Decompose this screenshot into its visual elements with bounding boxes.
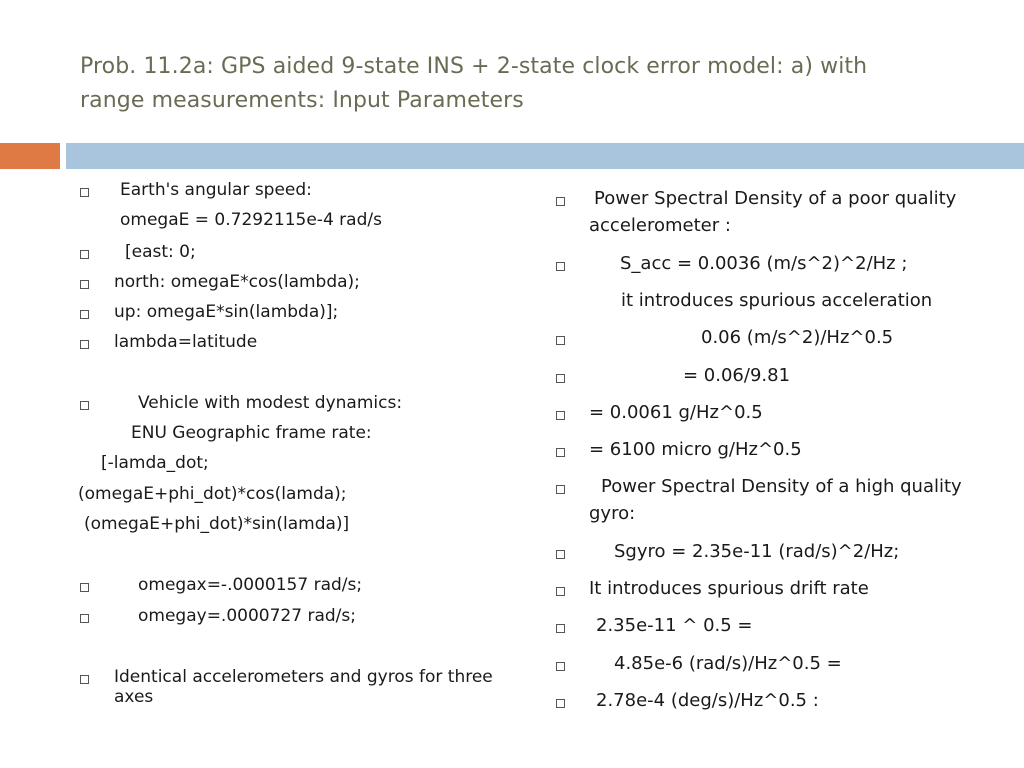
right-text-line: It introduces spurious drift rate [589, 578, 869, 599]
right-text-line: = 0.0061 g/Hz^0.5 [589, 402, 763, 423]
left-text-line: omegax=-.0000157 rad/s; [138, 575, 363, 595]
left-text-line: up: omegaE*sin(lambda)]; [114, 302, 339, 322]
right-text-line: gyro: [589, 503, 636, 524]
left-text-line: [east: 0; [125, 242, 196, 262]
bullet-icon [556, 587, 565, 596]
right-text-line: = 6100 micro g/Hz^0.5 [589, 439, 802, 460]
bullet-icon [556, 411, 565, 420]
accent-bar-orange [0, 143, 60, 169]
bullet-icon [556, 262, 565, 271]
right-text-line: 2.35e-11 ^ 0.5 = [596, 615, 753, 636]
bullet-icon [80, 583, 89, 592]
left-text-line: north: omegaE*cos(lambda); [114, 272, 360, 292]
bullet-icon [556, 662, 565, 671]
left-text-line: (omegaE+phi_dot)*cos(lamda); [78, 484, 347, 504]
left-text-line: Earth's angular speed: [120, 180, 312, 200]
bullet-icon [556, 485, 565, 494]
right-text-line: 2.78e-4 (deg/s)/Hz^0.5 : [596, 690, 819, 711]
right-text-line: = 0.06/9.81 [683, 365, 791, 386]
right-text-line: 4.85e-6 (rad/s)/Hz^0.5 = [614, 653, 842, 674]
right-text-line: accelerometer : [589, 215, 731, 236]
right-text-line: Power Spectral Density of a high quality [601, 476, 962, 497]
slide-title [80, 50, 980, 118]
left-text-line: [-lamda_dot; [101, 453, 209, 473]
bullet-icon [556, 699, 565, 708]
bullet-icon [80, 401, 89, 410]
bullet-icon [556, 336, 565, 345]
right-text-line: it introduces spurious acceleration [621, 290, 933, 311]
bullet-icon [80, 188, 89, 197]
bullet-icon [80, 310, 89, 319]
right-text-line: Power Spectral Density of a poor quality [594, 188, 957, 209]
bullet-icon [80, 340, 89, 349]
left-text-line: omegaE = 0.7292115e-4 rad/s [120, 210, 382, 230]
bullet-icon [556, 448, 565, 457]
bullet-icon [80, 614, 89, 623]
left-text-line: axes [114, 687, 154, 707]
right-text-line: Sgyro = 2.35e-11 (rad/s)^2/Hz; [614, 541, 900, 562]
left-text-line: omegay=.0000727 rad/s; [138, 606, 356, 626]
bullet-icon [80, 675, 89, 684]
bullet-icon [556, 624, 565, 633]
slide-title-line-2: range measurements: Input Parameters [80, 88, 524, 113]
bullet-icon [556, 550, 565, 559]
right-text-line: 0.06 (m/s^2)/Hz^0.5 [701, 327, 894, 348]
bullet-icon [556, 374, 565, 383]
bullet-icon [80, 250, 89, 259]
left-text-line: Identical accelerometers and gyros for three [114, 667, 493, 687]
right-text-line: S_acc = 0.0036 (m/s^2)^2/Hz ; [620, 253, 908, 274]
left-text-line: Vehicle with modest dynamics: [138, 393, 403, 413]
bullet-icon [80, 280, 89, 289]
left-text-line: lambda=latitude [114, 332, 258, 352]
accent-bar-blue [66, 143, 1024, 169]
left-text-line: ENU Geographic frame rate: [131, 423, 372, 443]
bullet-icon [556, 197, 565, 206]
slide-title-line-1: Prob. 11.2a: GPS aided 9-state INS + 2-state clock error model: a) with [80, 54, 868, 79]
left-text-line: (omegaE+phi_dot)*sin(lamda)] [84, 514, 350, 534]
